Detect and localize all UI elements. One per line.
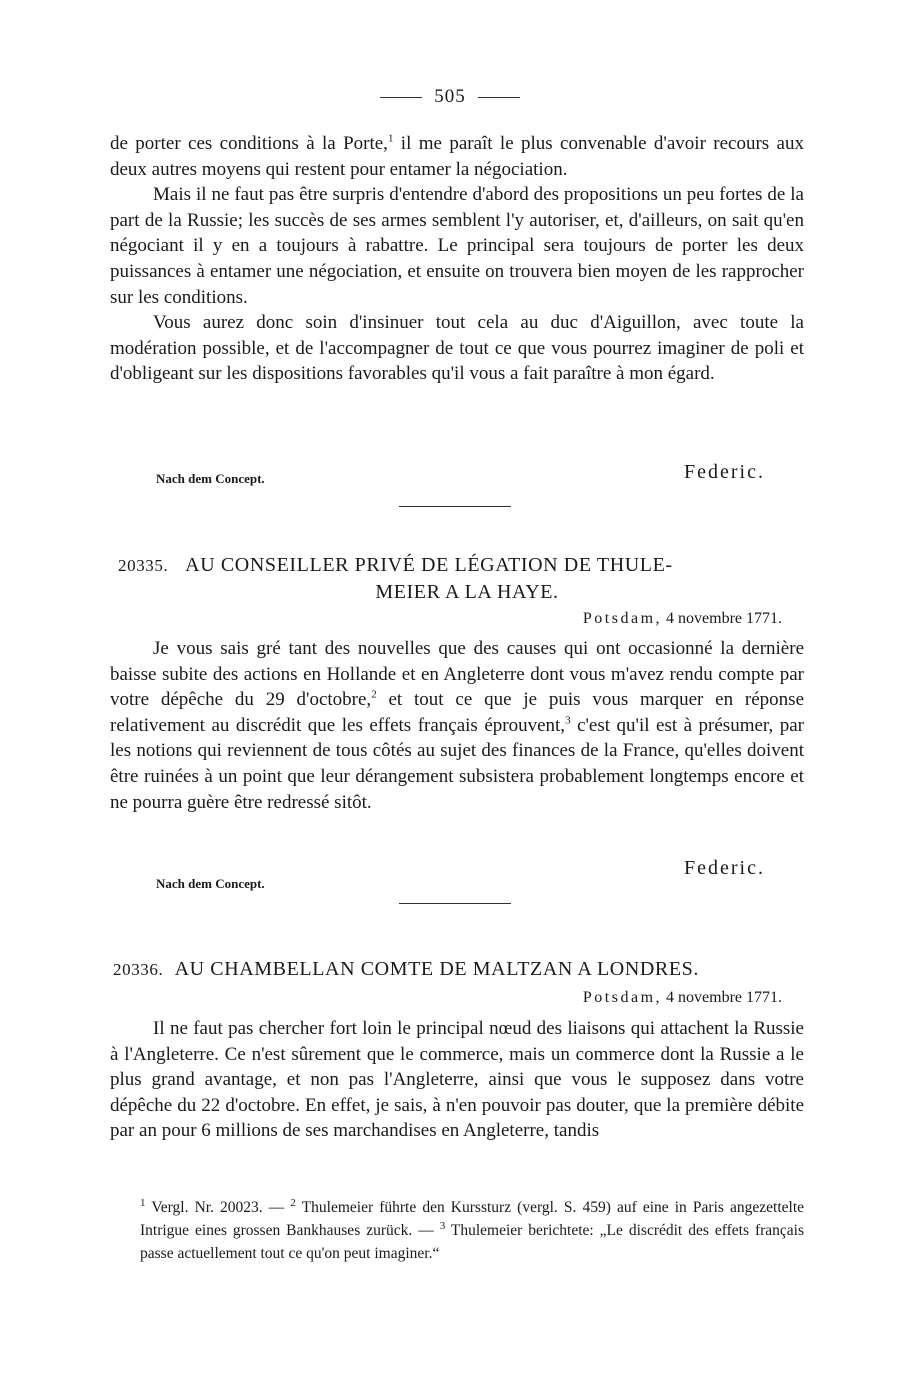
letter-number: 20335.	[118, 556, 169, 575]
paragraph-3: Vous aurez donc soin d'insinuer tout cela au duc d'Aiguillon, avec toute la modération possible, et de l'accompagner de tout ce que vous pourrez imaginer de poli et d'obligeant sur les dispositions favorables qu'il vous a fait paraître à mon égard.	[110, 312, 804, 385]
page-number-right-dash	[478, 97, 520, 98]
page-number	[0, 86, 900, 108]
footnote-ref-2: 2	[371, 688, 377, 701]
letter-20335-dateline	[583, 610, 782, 628]
footnote-block	[110, 1196, 804, 1265]
letter-number: 20336.	[113, 960, 164, 979]
letter-20335-text-c: c'est qu'il est à présumer, par les notions qui reviennent de tous côtés au sujet des finances de la France, qu'elles doivent être ruinées à un point que leur dérangement subsistera probablement longtemps encore et ne pourra guère être redressé sitôt.	[110, 714, 804, 813]
paragraph-1	[110, 131, 804, 182]
section-divider-2	[399, 903, 511, 904]
dateline-place: Potsdam,	[582, 989, 663, 1006]
signature-2: Federic.	[684, 857, 765, 879]
source-note-1: Nach dem Concept.	[156, 471, 265, 486]
footnote-1-text: Vergl. Nr. 20023. —	[145, 1199, 291, 1216]
letter-heading-line-1: AU CONSEILLER PRIVÉ DE LÉGATION DE THULE-	[185, 554, 673, 576]
dateline-place: Potsdam,	[582, 610, 663, 627]
letter-20336-body	[110, 1016, 804, 1144]
letter-heading-line-2: MEIER A LA HAYE.	[375, 581, 559, 603]
letter-20336-dateline	[583, 989, 782, 1007]
letter-20335-text-a: Je vous sais gré tant des nouvelles que des causes qui ont occasionné la dernière baisse subite des actions en Hollande et en Angleterre dont vous m'avez rendu compte par votre dépêche du 29 d'octobre,	[110, 638, 804, 711]
footnotes	[110, 1196, 804, 1265]
section-divider-1	[399, 506, 511, 507]
footnote-2-marker: 2	[290, 1196, 296, 1209]
footnote-3-marker: 3	[439, 1219, 446, 1232]
letter-20336-heading	[113, 956, 813, 983]
letter-20335-paragraph	[110, 636, 804, 815]
continued-letter-body	[110, 131, 804, 387]
footnote-3-text: Thulemeier berichtete: „Le discrédit des effets français passe actuellement tout ce qu'on peut imaginer.“	[140, 1222, 804, 1262]
paragraph-2: Mais il ne faut pas être surpris d'entendre d'abord des propositions un peu fortes de la part de la Russie; les succès de ses armes semblent l'y autoriser, et, d'ailleurs, on sait qu'en négociant il y en a toujours à rabattre. Le principal sera toujours de porter les deux puissances à entamer une négociation, et ensuite on trouvera bien moyen de les rapprocher sur les conditions.	[110, 184, 804, 308]
page-number-left-dash	[380, 97, 422, 98]
footnote-ref-1: 1	[387, 132, 394, 145]
letter-20335-text-b: et tout ce que je puis vous marquer en réponse relativement au discrédit que les effets français éprouvent,	[110, 689, 805, 736]
letter-20336-paragraph: Il ne faut pas chercher fort loin le principal nœud des liaisons qui attachent la Russie à l'Angleterre. Ce n'est sûrement que le commerce, mais un commerce dont la Russie a le plus grand avantage, et non pas l'Angleterre, ainsi que vous le supposez dans votre dépêche du 22 d'octobre. En effet, je sais, à n'en pouvoir pas douter, que la première débite par an pour 6 millions de ses marchandises en Angleterre, tandis	[110, 1018, 804, 1142]
page-number-text: 505	[434, 86, 466, 107]
signature-1: Federic.	[684, 461, 765, 483]
dateline-date: 4 novembre 1771.	[666, 610, 782, 627]
source-note-2: Nach dem Concept.	[156, 876, 265, 891]
paragraph-1-rest: il me paraît le plus convenable d'avoir recours aux deux autres moyens qui restent pour entamer la négociation.	[110, 133, 804, 180]
paragraph-1-text: de porter ces conditions à la Porte,	[110, 133, 388, 154]
footnote-2-text: Thulemeier führte den Kurssturz (vergl. S. 459) auf eine in Paris angezettelte Intrigue eines grossen Bankhauses zurück. —	[140, 1199, 805, 1239]
letter-heading: AU CHAMBELLAN COMTE DE MALTZAN A LONDRES.	[174, 958, 699, 980]
footnote-ref-3: 3	[565, 714, 571, 727]
letter-20335-body	[110, 636, 804, 815]
letter-20335-heading	[118, 552, 804, 606]
footnote-1-marker: 1	[140, 1196, 146, 1209]
dateline-date: 4 novembre 1771.	[666, 989, 782, 1006]
